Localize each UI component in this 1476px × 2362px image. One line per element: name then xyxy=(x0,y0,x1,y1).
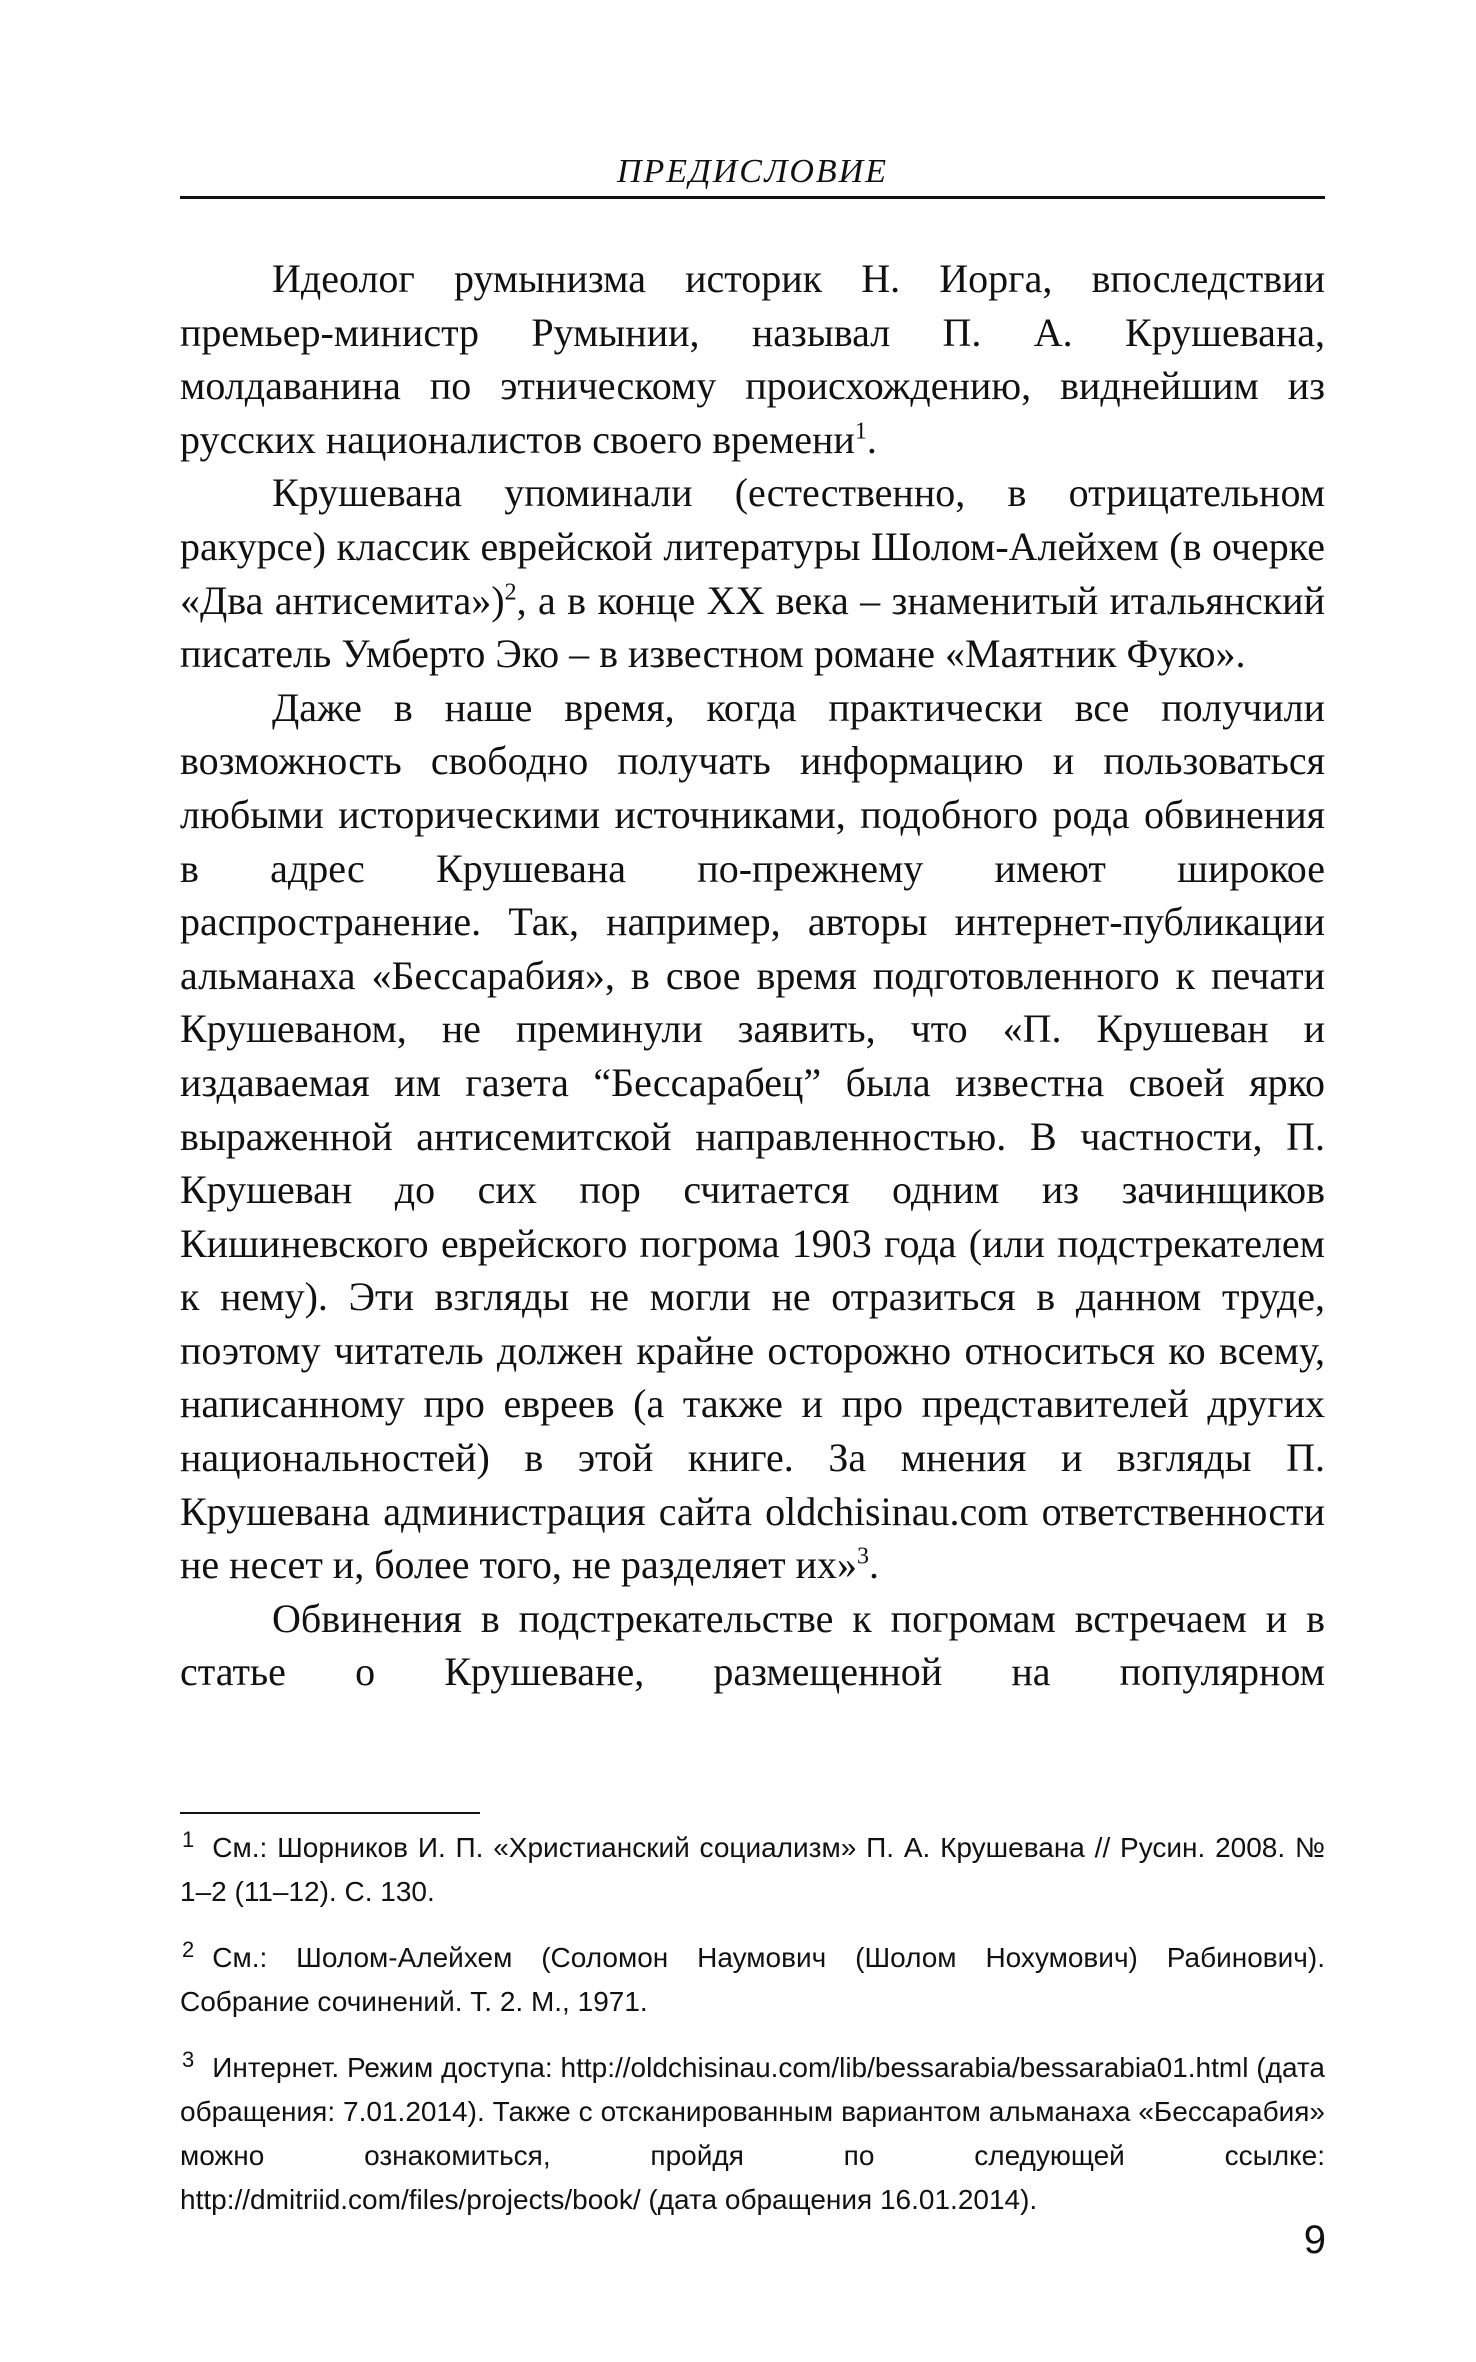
page-number: 9 xyxy=(1303,2218,1326,2262)
footnote xyxy=(180,1928,1325,2024)
footnote-ref: 1 xyxy=(854,418,867,445)
footnote-ref: 3 xyxy=(856,1543,869,1570)
paragraph xyxy=(180,681,1325,1592)
main-text xyxy=(180,252,1325,1699)
paragraph-text: Крушевана упоминали (естественно, в отрицательном ракурсе) классик еврейской литературы Шолом-Алейхем (в очерке «Два антисемита») xyxy=(180,470,1325,623)
paragraph-text: Идеолог румынизма историк Н. Иорга, впоследствии премьер-министр Румынии, называл П. А. Крушевана, молдаванина по этническому происхождению, виднейшим из русских националистов своего времени xyxy=(180,256,1325,462)
paragraph-text: . xyxy=(868,1542,879,1588)
paragraph xyxy=(180,466,1325,680)
footnotes xyxy=(180,1818,1325,2236)
header-title: ПРЕДИСЛОВИЕ xyxy=(616,153,889,190)
paragraph-text: , а в конце XX века – знаменитый итальянский писатель Умберто Эко – в известном романе «Маятник Фуко». xyxy=(180,577,1325,677)
footnote-number: 1 xyxy=(182,1827,195,1852)
paragraph-text: . xyxy=(866,416,877,462)
paragraph-text: Обвинения в подстрекательстве к погромам встречаем и в статье о Крушеване, размещенной на популярном xyxy=(180,1595,1325,1695)
running-header xyxy=(180,148,1325,199)
paragraph xyxy=(180,252,1325,466)
footnote-text: См.: Шолом-Алейхем (Соломон Наумович (Шолом Нохумович) Рабинович). Собрание сочинений. Т. 2. М., 1971. xyxy=(180,1942,1325,2017)
footnote xyxy=(180,1818,1325,1914)
footnote xyxy=(180,2038,1325,2222)
paragraph-text: Даже в наше время, когда практически все получили возможность свободно получать информацию и пользоваться любыми историческими источниками, подобного рода обвинения в адрес Крушевана по-прежнему имеют широкое распространение. Так, например, авторы интернет-публикации альманаха «Бессарабия», в свое время подготовленного к печати Крушеваном, не преминули заявить, что «П. Крушеван и издаваемая им газета “Бессарабец” была известна своей ярко выраженной антисемитской направленностью. В частности, П. Крушеван до сих пор считается одним из зачинщиков Кишиневского еврейского погрома 1903 года (или подстрекателем к нему). Эти взгляды не могли не отразиться в данном труде, поэтому читатель должен крайне осторожно относиться ко всему, написанному про евреев (а также и про представителей других национальностей) в этой книге. За мнения и взгляды П. Крушевана администрация сайта oldchisinau.com ответственности не несет и, более того, не разделяет их» xyxy=(180,684,1325,1588)
paragraph xyxy=(180,1592,1325,1699)
footnote-text: Интернет. Режим доступа: http://oldchisinau.com/lib/bessarabia/bessarabia01.html (дата обращения: 7.01.2014). Также с отсканированным вариантом альманаха «Бессарабия» можно ознакомиться, пройдя по следующей ссылке: http://dmitriid.com/files/projects/book/ (дата обращения 16.01.2014). xyxy=(180,2052,1325,2215)
footnote-number: 2 xyxy=(182,1937,195,1962)
footnote-text: См.: Шорников И. П. «Христианский социализм» П. А. Крушевана // Русин. 2008. № 1–2 (11–12). С. 130. xyxy=(180,1832,1325,1907)
footnote-divider xyxy=(180,1812,480,1814)
footnote-number: 3 xyxy=(182,2047,195,2072)
footnote-ref: 2 xyxy=(504,579,517,606)
